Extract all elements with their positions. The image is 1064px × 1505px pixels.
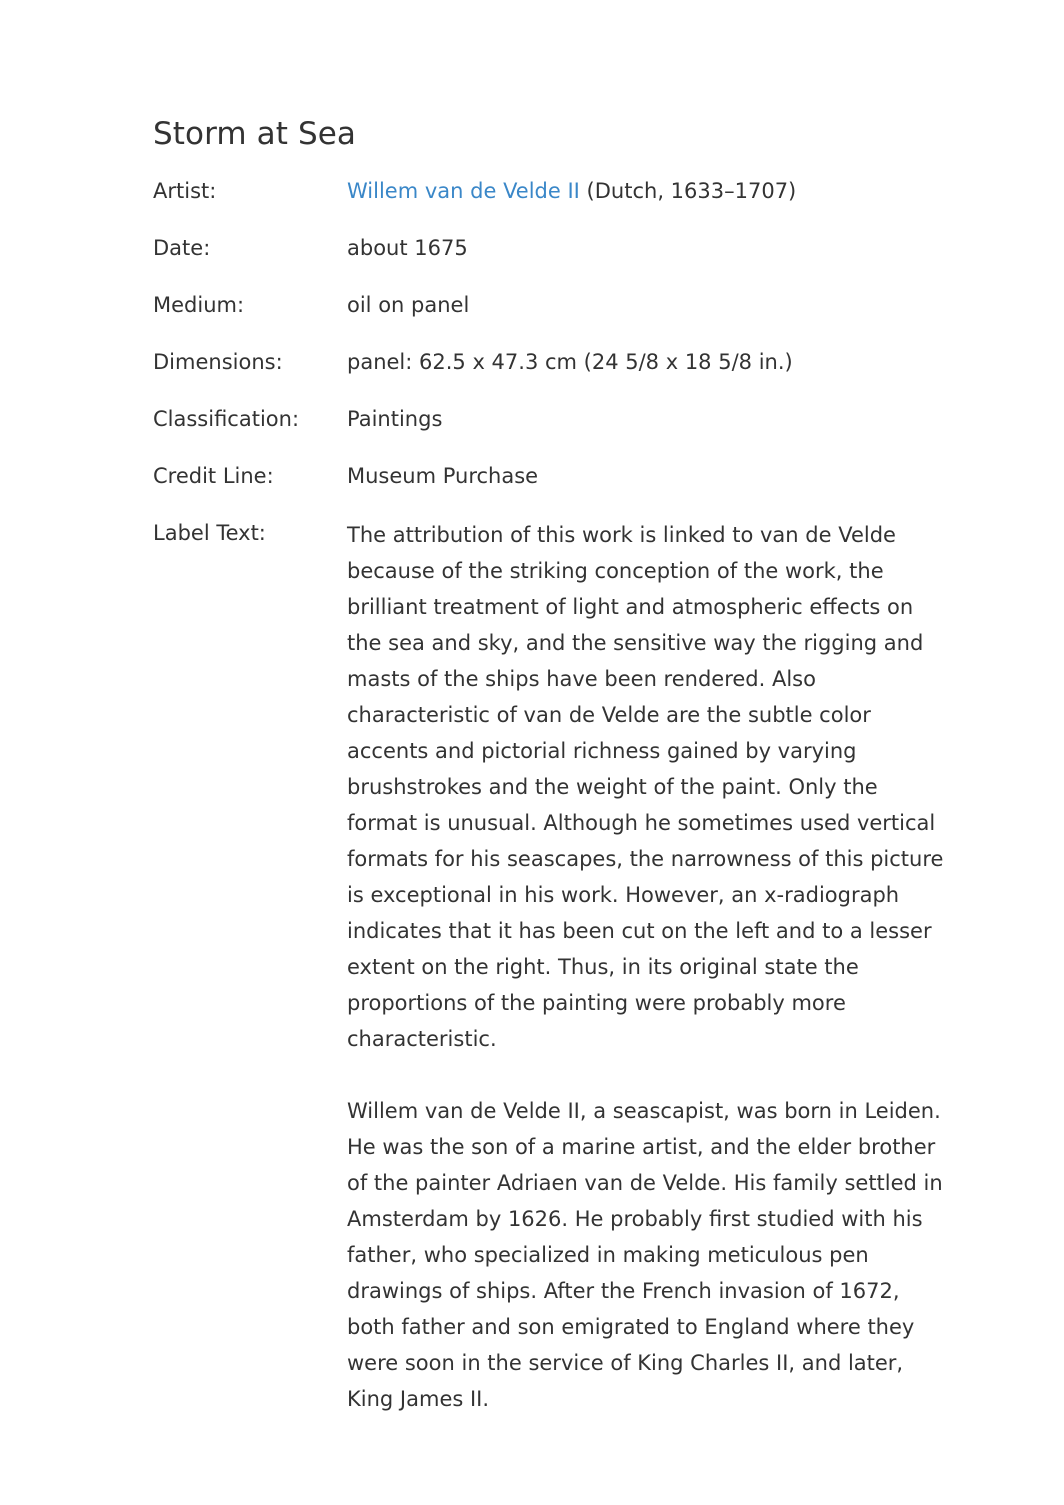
artist-nationality-dates: (Dutch, 1633–1707) <box>579 179 797 203</box>
detail-row-credit-line <box>153 460 953 493</box>
dimensions-value: panel: 62.5 x 47.3 cm (24 5/8 x 18 5/8 in.) <box>347 350 793 374</box>
medium-label: Medium: <box>153 293 245 317</box>
artist-label: Artist: <box>153 179 217 203</box>
detail-row-label-text <box>153 517 953 1417</box>
detail-row-classification <box>153 403 953 436</box>
detail-row-dimensions <box>153 346 953 379</box>
label-text-value <box>347 517 949 1417</box>
medium-value: oil on panel <box>347 293 470 317</box>
credit-line-label: Credit Line: <box>153 464 274 488</box>
date-label: Date: <box>153 236 211 260</box>
classification-label: Classification: <box>153 407 300 431</box>
label-text-paragraph-2: Willem van de Velde II, a seascapist, was born in Leiden. He was the son of a marine artist, and the elder brother of the painter Adriaen van de Velde. His family settled in Amsterdam by 1626. He probably first studied with his father, who specialized in making meticulous pen drawings of ships. After the French invasion of 1672, both father and son emigrated to England where they were soon in the service of King Charles II, and later, King James II. <box>347 1099 943 1411</box>
artist-link[interactable]: Willem van de Velde II <box>347 179 580 203</box>
detail-row-artist <box>153 175 953 208</box>
dimensions-label: Dimensions: <box>153 350 283 374</box>
credit-line-value: Museum Purchase <box>347 464 539 488</box>
classification-value: Paintings <box>347 407 443 431</box>
page-title: Storm at Sea <box>153 116 357 152</box>
artwork-details <box>153 175 953 1441</box>
date-value: about 1675 <box>347 236 468 260</box>
artist-value <box>347 175 949 208</box>
detail-row-date <box>153 232 953 265</box>
label-text-paragraph-1: The attribution of this work is linked to van de Velde because of the striking conception of the work, the brilliant treatment of light and atmospheric effects on the sea and sky, and the sensitive way the rigging and masts of the ships have been rendered. Also characteristic of van de Velde are the subtle color accents and pictorial richness gained by varying brushstrokes and the weight of the paint. Only the format is unusual. Although he sometimes used vertical formats for his seascapes, the narrowness of this picture is exceptional in his work. However, an x-radiograph indicates that it has been cut on the left and to a lesser extent on the right. Thus, in its original state the proportions of the painting were probably more characteristic. <box>347 523 944 1051</box>
detail-row-medium <box>153 289 953 322</box>
label-text-label: Label Text: <box>153 521 266 545</box>
